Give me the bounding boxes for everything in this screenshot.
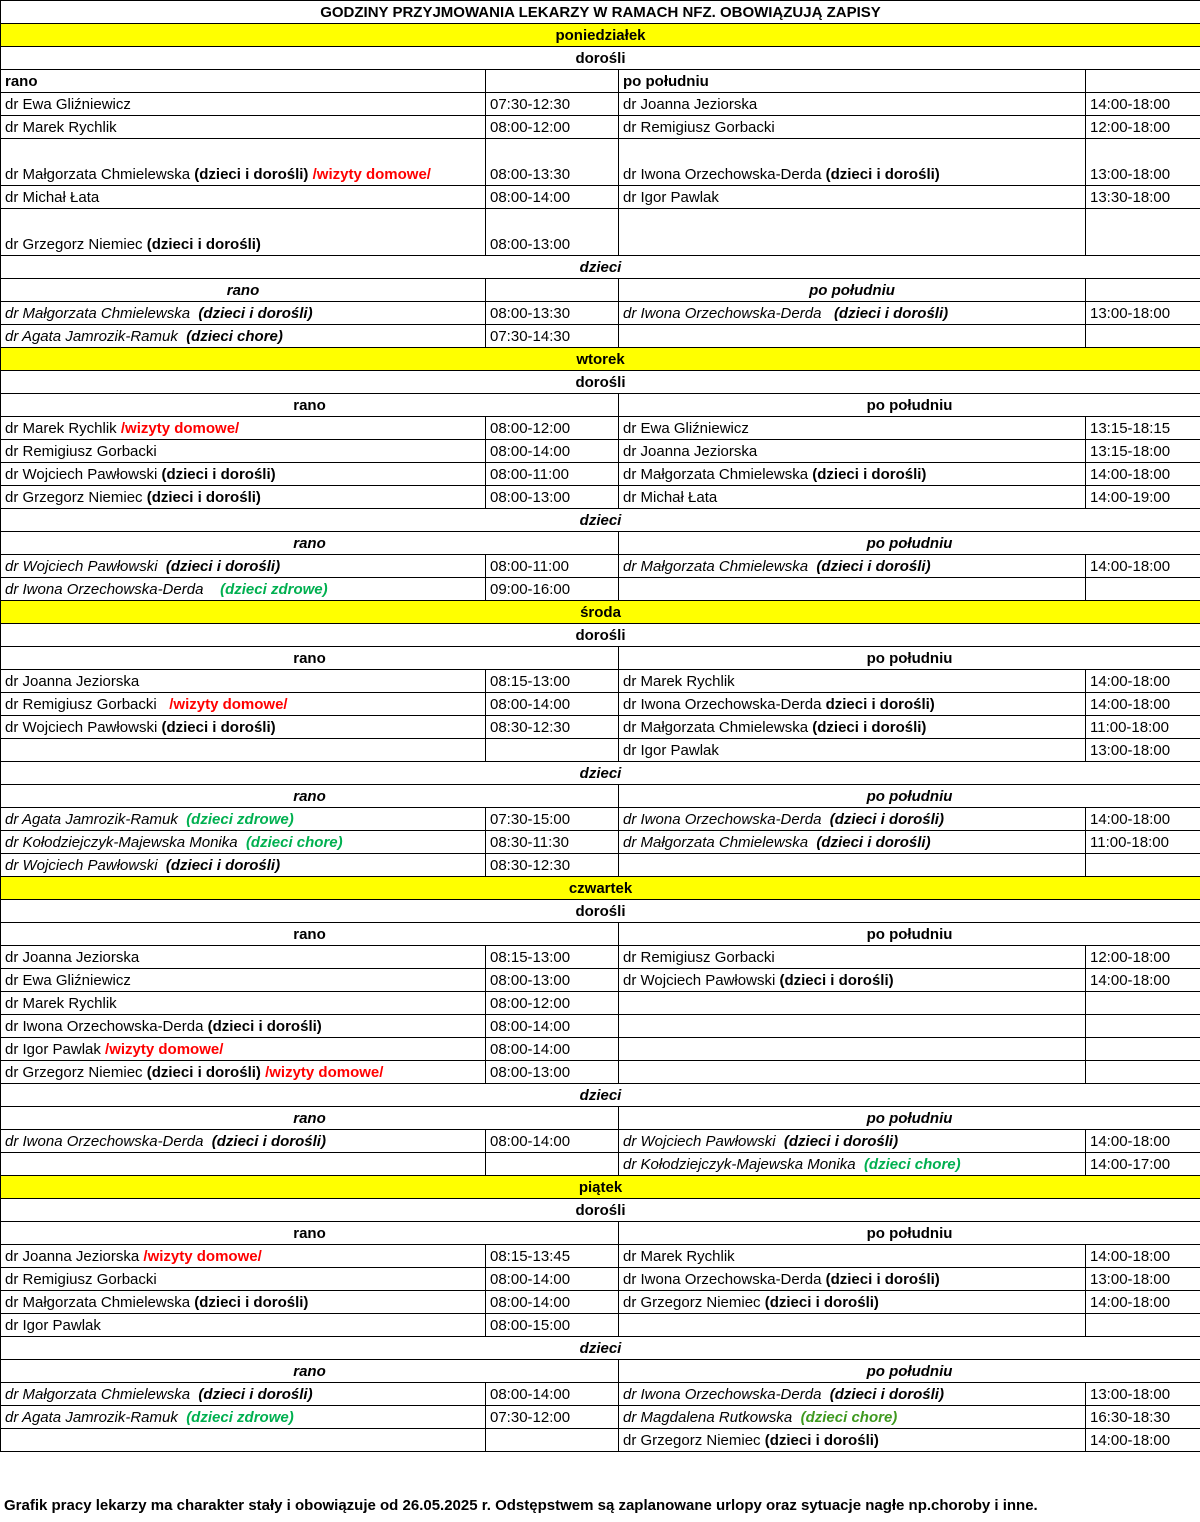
hours: 08:00-14:00 [486, 1383, 619, 1406]
table-row [1, 670, 1200, 693]
table-row [1, 992, 1200, 1015]
hours: 08:00-13:00 [486, 969, 619, 992]
hours: 13:00-18:00 [1086, 739, 1200, 762]
hours: 08:00-14:00 [486, 693, 619, 716]
hours: 08:00-14:00 [486, 1130, 619, 1153]
doctor-name: dr Wojciech Pawłowski [5, 558, 158, 575]
hours: 08:00-12:00 [486, 992, 619, 1015]
doctor-name: dr Małgorzata Chmielewska [623, 466, 809, 483]
patient-scope: (dzieci i dorośli) [146, 1064, 261, 1081]
patient-scope: (dzieci i dorośli) [161, 466, 276, 483]
doctor-name: dr Magdalena Rutkowska [623, 1409, 793, 1426]
group-header-adults: dorośli [1, 1199, 1200, 1222]
day-header-friday: piątek [1, 1176, 1200, 1199]
patient-scope: (dzieci i dorośli) [165, 558, 281, 575]
table-row [1, 808, 1200, 831]
hours: 12:00-18:00 [1086, 116, 1200, 139]
hours: 08:00-11:00 [486, 463, 619, 486]
hours: 13:00-18:00 [1086, 302, 1200, 325]
table-row [1, 693, 1200, 716]
footer-note: Grafik pracy lekarzy ma charakter stały i obowiązuje od 26.05.2025 r. Odstępstwem są zaplanowane urlopy oraz sytuacje nagłe np.choroby i inne. [4, 1497, 1038, 1514]
doctor-name: dr Igor Pawlak [1, 1314, 486, 1337]
hours: 11:00-18:00 [1086, 831, 1200, 854]
doctor-name: dr Wojciech Pawłowski [5, 857, 158, 874]
home-visits-note: /wizyty domowe/ [143, 1248, 262, 1265]
group-header-adults: dorośli [1, 47, 1200, 70]
table-row [1, 1038, 1200, 1061]
hours: 14:00-18:00 [1086, 93, 1200, 116]
table-row [1, 417, 1200, 440]
doctor-name: dr Joanna Jeziorska [619, 440, 1086, 463]
hours: 11:00-18:00 [1086, 716, 1200, 739]
hours: 08:00-14:00 [486, 1015, 619, 1038]
hours: 14:00-18:00 [1086, 969, 1200, 992]
morning-header: rano [1, 647, 619, 670]
hours: 13:00-18:00 [1086, 139, 1200, 186]
patient-scope: (dzieci chore) [245, 834, 343, 851]
doctor-name: dr Małgorzata Chmielewska [5, 305, 191, 322]
hours: 13:15-18:00 [1086, 440, 1200, 463]
hours: 13:00-18:00 [1086, 1268, 1200, 1291]
doctor-name: dr Agata Jamrozik-Ramuk [5, 1409, 178, 1426]
group-header-adults: dorośli [1, 900, 1200, 923]
doctor-name: dr Iwona Orzechowska-Derda [5, 1133, 204, 1150]
table-row [1, 139, 1200, 186]
home-visits-note: /wizyty domowe/ [120, 420, 240, 437]
doctor-name: dr Iwona Orzechowska-Derda [623, 1271, 822, 1288]
table-row [1, 186, 1200, 209]
hours: 14:00-19:00 [1086, 486, 1200, 509]
doctor-name: dr Wojciech Pawłowski [5, 466, 158, 483]
morning-header: rano [1, 70, 486, 93]
doctor-name: dr Remigiusz Gorbacki [619, 116, 1086, 139]
table-row [1, 1130, 1200, 1153]
patient-scope: (dzieci chore) [800, 1409, 898, 1426]
table-row [1, 1061, 1200, 1084]
patient-scope: (dzieci i dorośli) [161, 719, 276, 736]
doctor-name: dr Iwona Orzechowska-Derda [623, 696, 822, 713]
table-row [1, 1153, 1200, 1176]
table-row [1, 116, 1200, 139]
doctor-name: dr Agata Jamrozik-Ramuk [5, 328, 178, 345]
doctor-name: dr Iwona Orzechowska-Derda [623, 166, 822, 183]
doctor-name: dr Remigiusz Gorbacki [619, 946, 1086, 969]
doctor-name: dr Igor Pawlak [5, 1041, 101, 1058]
doctor-name: dr Marek Rychlik [619, 670, 1086, 693]
table-row [1, 93, 1200, 116]
hours: 08:00-12:00 [486, 417, 619, 440]
group-header-children: dzieci [1, 1337, 1200, 1360]
doctor-name: dr Ewa Gliźniewicz [1, 969, 486, 992]
doctor-name: dr Małgorzata Chmielewska [623, 558, 809, 575]
hours: 07:30-15:00 [486, 808, 619, 831]
group-header-children: dzieci [1, 256, 1200, 279]
doctor-name: dr Wojciech Pawłowski [623, 1133, 776, 1150]
hours: 14:00-18:00 [1086, 670, 1200, 693]
hours: 08:00-13:00 [486, 1061, 619, 1084]
table-row [1, 209, 1200, 256]
hours: 08:00-13:00 [486, 486, 619, 509]
patient-scope: (dzieci i dorośli) [812, 719, 927, 736]
afternoon-header: po południu [619, 70, 1086, 93]
hours: 16:30-18:30 [1086, 1406, 1200, 1429]
afternoon-header: po południu [619, 785, 1200, 808]
doctor-name: dr Michał Łata [1, 186, 486, 209]
doctor-name: dr Małgorzata Chmielewska [5, 166, 191, 183]
hours: 08:15-13:00 [486, 946, 619, 969]
doctor-name: dr Kołodziejczyk-Majewska Monika [5, 834, 238, 851]
doctor-name: dr Grzegorz Niemiec [5, 489, 143, 506]
patient-scope: (dzieci i dorośli) [783, 1133, 899, 1150]
morning-header: rano [1, 394, 619, 417]
table-row [1, 1268, 1200, 1291]
hours: 14:00-18:00 [1086, 808, 1200, 831]
table-row [1, 1406, 1200, 1429]
doctor-name: dr Marek Rychlik [1, 116, 486, 139]
hours: 09:00-16:00 [486, 578, 619, 601]
hours: 08:00-15:00 [486, 1314, 619, 1337]
hours: 07:30-12:00 [486, 1406, 619, 1429]
day-header-tuesday: wtorek [1, 348, 1200, 371]
patient-scope: (dzieci zdrowe) [220, 581, 328, 598]
hours: 08:15-13:45 [486, 1245, 619, 1268]
doctor-name: dr Joanna Jeziorska [1, 670, 486, 693]
morning-header: rano [1, 785, 619, 808]
patient-scope: (dzieci i dorośli) [198, 305, 313, 322]
patient-scope: (dzieci chore) [186, 328, 283, 345]
doctor-name: dr Iwona Orzechowska-Derda [5, 581, 204, 598]
doctor-name: dr Wojciech Pawłowski [5, 719, 158, 736]
morning-header: rano [1, 1222, 619, 1245]
page-title: GODZINY PRZYJMOWANIA LEKARZY W RAMACH NFZ. OBOWIĄZUJĄ ZAPISY [1, 1, 1200, 24]
afternoon-header: po południu [619, 532, 1200, 555]
patient-scope: (dzieci zdrowe) [186, 1409, 294, 1426]
table-row [1, 555, 1200, 578]
patient-scope: (dzieci zdrowe) [186, 811, 294, 828]
hours: 08:00-14:00 [486, 1268, 619, 1291]
doctor-name: dr Marek Rychlik [5, 420, 117, 437]
doctor-name: dr Małgorzata Chmielewska [5, 1294, 191, 1311]
hours: 14:00-18:00 [1086, 693, 1200, 716]
doctor-name: dr Igor Pawlak [619, 186, 1086, 209]
hours: 13:15-18:15 [1086, 417, 1200, 440]
morning-header: rano [1, 1360, 619, 1383]
hours: 08:00-11:00 [486, 555, 619, 578]
hours: 13:30-18:00 [1086, 186, 1200, 209]
morning-header: rano [1, 1107, 619, 1130]
hours: 07:30-14:30 [486, 325, 619, 348]
table-row [1, 1429, 1200, 1452]
hours: 08:00-12:00 [486, 116, 619, 139]
afternoon-header: po południu [619, 279, 1086, 302]
doctor-name: dr Małgorzata Chmielewska [623, 719, 809, 736]
hours: 14:00-18:00 [1086, 1130, 1200, 1153]
hours: 14:00-18:00 [1086, 463, 1200, 486]
doctor-name: dr Grzegorz Niemiec [623, 1432, 761, 1449]
home-visits-note: /wizyty domowe/ [169, 696, 288, 713]
group-header-adults: dorośli [1, 371, 1200, 394]
patient-scope: (dzieci i dorośli) [198, 1386, 313, 1403]
hours: 14:00-18:00 [1086, 1291, 1200, 1314]
doctor-name: dr Marek Rychlik [1, 992, 486, 1015]
afternoon-header: po południu [619, 1107, 1200, 1130]
hours: 08:00-13:30 [486, 139, 619, 186]
patient-scope: (dzieci i dorośli) [146, 489, 261, 506]
hours: 14:00-18:00 [1086, 1245, 1200, 1268]
table-row [1, 463, 1200, 486]
hours: 08:15-13:00 [486, 670, 619, 693]
doctor-name: dr Ewa Gliźniewicz [619, 417, 1086, 440]
doctor-name: dr Remigiusz Gorbacki [1, 440, 486, 463]
table-row [1, 1015, 1200, 1038]
table-row [1, 739, 1200, 762]
morning-header: rano [1, 532, 619, 555]
patient-scope: (dzieci i dorośli) [165, 857, 281, 874]
day-header-wednesday: środa [1, 601, 1200, 624]
morning-header: rano [1, 923, 619, 946]
patient-scope: (dzieci i dorośli) [829, 811, 944, 828]
patient-scope: (dzieci i dorośli) [825, 166, 940, 183]
patient-scope: (dzieci i dorośli) [825, 1271, 940, 1288]
patient-scope: (dzieci i dorośli) [779, 972, 894, 989]
patient-scope: (dzieci i dorośli) [764, 1432, 879, 1449]
table-row [1, 440, 1200, 463]
patient-scope: (dzieci i dorośli) [829, 1386, 944, 1403]
doctor-name: dr Michał Łata [619, 486, 1086, 509]
patient-scope: (dzieci i dorośli) [207, 1018, 322, 1035]
doctor-name: dr Grzegorz Niemiec [623, 1294, 761, 1311]
day-header-monday: poniedziałek [1, 24, 1200, 47]
hours: 08:00-14:00 [486, 1291, 619, 1314]
hours: 08:30-12:30 [486, 854, 619, 877]
table-row [1, 1383, 1200, 1406]
table-row [1, 854, 1200, 877]
doctor-name: dr Joanna Jeziorska [5, 1248, 140, 1265]
hours: 14:00-18:00 [1086, 555, 1200, 578]
patient-scope: (dzieci i dorośli) [833, 305, 949, 322]
patient-scope: (dzieci i dorośli) [146, 236, 261, 253]
afternoon-header: po południu [619, 1222, 1200, 1245]
table-row [1, 716, 1200, 739]
group-header-children: dzieci [1, 762, 1200, 785]
hours: 13:00-18:00 [1086, 1383, 1200, 1406]
hours: 14:00-18:00 [1086, 1429, 1200, 1452]
doctor-name: dr Iwona Orzechowska-Derda [623, 1386, 822, 1403]
home-visits-note: /wizyty domowe/ [312, 166, 431, 183]
table-row [1, 1314, 1200, 1337]
group-header-children: dzieci [1, 509, 1200, 532]
doctor-name: dr Marek Rychlik [619, 1245, 1086, 1268]
hours: 08:00-13:00 [486, 209, 619, 256]
hours: 08:00-14:00 [486, 440, 619, 463]
patient-scope: (dzieci i dorośli) [816, 834, 931, 851]
afternoon-header: po południu [619, 394, 1200, 417]
table-row [1, 831, 1200, 854]
table-row [1, 578, 1200, 601]
table-row [1, 486, 1200, 509]
table-row [1, 1245, 1200, 1268]
patient-scope: (dzieci i dorośli) [194, 1294, 309, 1311]
doctor-name: dr Igor Pawlak [619, 739, 1086, 762]
group-header-children: dzieci [1, 1084, 1200, 1107]
hours: 07:30-12:30 [486, 93, 619, 116]
patient-scope: (dzieci i dorośli) [816, 558, 931, 575]
hours: 12:00-18:00 [1086, 946, 1200, 969]
hours: 08:00-13:30 [486, 302, 619, 325]
patient-scope: (dzieci i dorośli) [812, 466, 927, 483]
doctor-name: dr Iwona Orzechowska-Derda [5, 1018, 204, 1035]
doctor-name: dr Joanna Jeziorska [619, 93, 1086, 116]
doctor-name: dr Iwona Orzechowska-Derda [623, 811, 822, 828]
doctor-name: dr Joanna Jeziorska [1, 946, 486, 969]
table-row [1, 946, 1200, 969]
patient-scope: dzieci i dorośli) [825, 696, 935, 713]
hours: 08:30-11:30 [486, 831, 619, 854]
morning-header: rano [1, 279, 486, 302]
patient-scope: (dzieci i dorośli) [764, 1294, 879, 1311]
group-header-adults: dorośli [1, 624, 1200, 647]
hours: 08:00-14:00 [486, 1038, 619, 1061]
doctor-name: dr Małgorzata Chmielewska [5, 1386, 191, 1403]
doctor-name: dr Wojciech Pawłowski [623, 972, 776, 989]
doctor-name: dr Małgorzata Chmielewska [623, 834, 809, 851]
doctor-name: dr Ewa Gliźniewicz [1, 93, 486, 116]
patient-scope: (dzieci i dorośli) [211, 1133, 326, 1150]
afternoon-header: po południu [619, 923, 1200, 946]
hours: 08:00-14:00 [486, 186, 619, 209]
patient-scope: (dzieci i dorośli) [194, 166, 309, 183]
doctor-name: dr Remigiusz Gorbacki [5, 696, 157, 713]
day-header-thursday: czwartek [1, 877, 1200, 900]
table-row [1, 969, 1200, 992]
hours: 14:00-17:00 [1086, 1153, 1200, 1176]
home-visits-note: /wizyty domowe/ [105, 1041, 224, 1058]
table-row [1, 1291, 1200, 1314]
doctor-name: dr Agata Jamrozik-Ramuk [5, 811, 178, 828]
table-row [1, 302, 1200, 325]
afternoon-header: po południu [619, 647, 1200, 670]
doctor-name: dr Grzegorz Niemiec [5, 236, 143, 253]
afternoon-header: po południu [619, 1360, 1200, 1383]
doctor-name: dr Iwona Orzechowska-Derda [623, 305, 822, 322]
doctor-name: dr Remigiusz Gorbacki [1, 1268, 486, 1291]
table-row [1, 325, 1200, 348]
patient-scope: (dzieci chore) [863, 1156, 961, 1173]
home-visits-note: /wizyty domowe/ [265, 1064, 384, 1081]
doctor-name: dr Kołodziejczyk-Majewska Monika [623, 1156, 856, 1173]
hours: 08:30-12:30 [486, 716, 619, 739]
doctor-name: dr Grzegorz Niemiec [5, 1064, 143, 1081]
